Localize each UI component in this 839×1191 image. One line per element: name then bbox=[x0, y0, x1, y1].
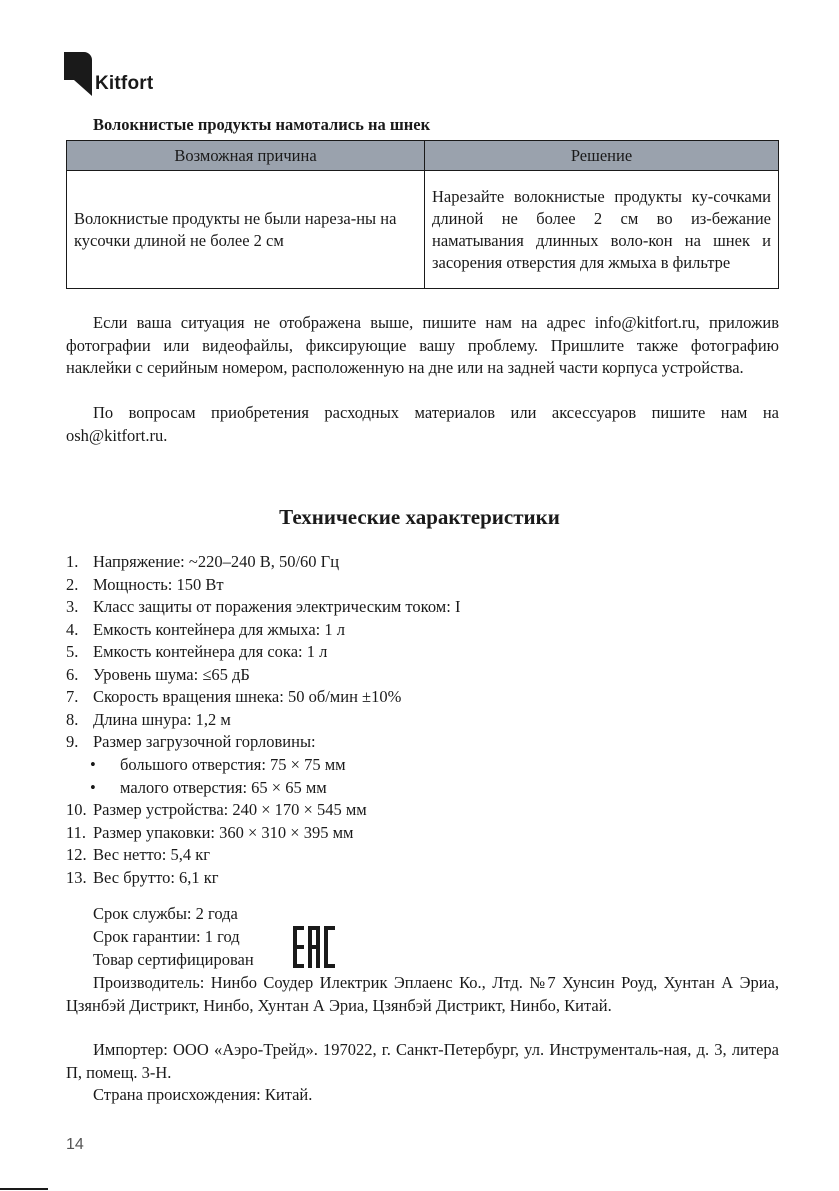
kitfort-logo-icon bbox=[64, 52, 92, 96]
sub-item-text: малого отверстия: 65 × 65 мм bbox=[120, 777, 327, 797]
spec-text: Размер устройства: 240 × 170 × 545 мм bbox=[93, 800, 367, 819]
spec-number: 10. bbox=[66, 800, 87, 819]
spec-text: Емкость контейнера для сока: 1 л bbox=[93, 642, 328, 661]
spec-number: 3. bbox=[66, 597, 79, 616]
spec-text: Размер упаковки: 360 × 310 × 395 мм bbox=[93, 822, 354, 842]
contact-paragraph: Если ваша ситуация не отображена выше, пишите нам на адрес info@kitfort.ru, приложив фотографии или видеофайлы, фиксирующие вашу проблему. Пришлите также фотографию наклейки с серийным номером, расположенную на дне или на задней части корпуса устройства. bbox=[66, 313, 779, 377]
specs-list bbox=[66, 551, 779, 754]
spec-item bbox=[66, 641, 779, 664]
accessories-paragraph: По вопросам приобретения расходных материалов или аксессуаров пишите нам на osh@kitfort.ru. bbox=[66, 403, 779, 445]
spec-number: 4. bbox=[66, 619, 79, 639]
spec-text: Емкость контейнера для жмыха: 1 л bbox=[93, 619, 345, 639]
specs-list-continued bbox=[66, 799, 779, 889]
cause-cell: Волокнистые продукты не были нареза-ны на кусочки длиной не более 2 см bbox=[67, 171, 425, 289]
table-header-row bbox=[67, 141, 779, 171]
spec-text: Уровень шума: ≤65 дБ bbox=[93, 664, 250, 684]
table-row bbox=[67, 171, 779, 289]
spec-number: 9. bbox=[66, 732, 79, 751]
spec-number: 7. bbox=[66, 687, 79, 706]
spec-item bbox=[66, 574, 779, 597]
importer: Импортер: ООО «Аэро-Трейд». 197022, г. Санкт-Петербург, ул. Инструменталь-ная, д. 3, литера П, помещ. 3-Н. bbox=[66, 1040, 779, 1082]
troubleshooting-table bbox=[66, 140, 779, 289]
spec-item bbox=[66, 596, 779, 619]
spec-text: Напряжение: ~220–240 В, 50/60 Гц bbox=[93, 552, 340, 571]
spec-item bbox=[66, 822, 779, 845]
spec-item bbox=[66, 551, 779, 574]
spec-text: Мощность: 150 Вт bbox=[93, 574, 224, 594]
spec-number: 8. bbox=[66, 709, 79, 729]
spec-text: Скорость вращения шнека: 50 об/мин ±10% bbox=[93, 687, 402, 706]
spec-number: 12. bbox=[66, 845, 87, 864]
spec-text: Вес брутто: 6,1 кг bbox=[93, 867, 219, 887]
service-life: Срок службы: 2 года bbox=[93, 904, 238, 923]
spec-text: Вес нетто: 5,4 кг bbox=[93, 845, 211, 864]
brand-logo bbox=[64, 52, 153, 96]
spec-text: Размер загрузочной горловины: bbox=[93, 732, 316, 751]
specs-title: Технические характеристики bbox=[279, 505, 560, 529]
country-of-origin: Страна происхождения: Китай. bbox=[93, 1085, 313, 1104]
spec-item bbox=[66, 709, 779, 732]
spec-item bbox=[66, 664, 779, 687]
page-number: 14 bbox=[66, 1136, 84, 1153]
spec-text: Класс защиты от поражения электрическим током: I bbox=[93, 597, 461, 616]
spec-item bbox=[66, 799, 779, 822]
eac-mark-icon bbox=[293, 926, 335, 968]
solution-cell: Нарезайте волокнистые продукты ку-сочками длиной не более 2 см во из-бежание наматывания длинных воло-кон на шнек и засорения отверстия для жмыха в фильтре bbox=[425, 171, 779, 289]
manufacturer: Производитель: Нинбо Соудер Илектрик Эплаенс Ко., Лтд. №7 Хунсин Роуд, Хунтан А Эриа, Цзянбэй Дистрикт, Нинбо, Хунтан А Эриа, Цзянбэй Дистрикт, Нинбо, Китай. bbox=[66, 973, 779, 1015]
spec-item bbox=[66, 686, 779, 709]
spec-number: 6. bbox=[66, 664, 79, 684]
bullet: • bbox=[90, 777, 96, 797]
list-item bbox=[66, 777, 779, 800]
header-cause: Возможная причина bbox=[67, 141, 425, 171]
bullet: • bbox=[90, 755, 96, 774]
spec-item bbox=[66, 619, 779, 642]
spec-number: 2. bbox=[66, 574, 79, 594]
warranty: Срок гарантии: 1 год bbox=[93, 927, 240, 946]
spec-item bbox=[66, 867, 779, 890]
spec-number: 13. bbox=[66, 867, 87, 887]
spec-number: 1. bbox=[66, 552, 79, 571]
header-solution: Решение bbox=[425, 141, 779, 171]
spec-text: Длина шнура: 1,2 м bbox=[93, 709, 231, 729]
footer-rule bbox=[0, 1188, 48, 1190]
troubleshooting-title: Волокнистые продукты намотались на шнек bbox=[93, 115, 431, 134]
spec-item bbox=[66, 844, 779, 867]
opening-size-list bbox=[66, 754, 779, 799]
brand-name: Kitfort bbox=[95, 73, 154, 94]
spec-number: 5. bbox=[66, 642, 79, 661]
spec-number: 11. bbox=[66, 822, 87, 842]
sub-item-text: большого отверстия: 75 × 75 мм bbox=[120, 755, 346, 774]
list-item bbox=[66, 754, 779, 777]
certified: Товар сертифицирован bbox=[93, 950, 254, 969]
spec-item bbox=[66, 731, 779, 754]
